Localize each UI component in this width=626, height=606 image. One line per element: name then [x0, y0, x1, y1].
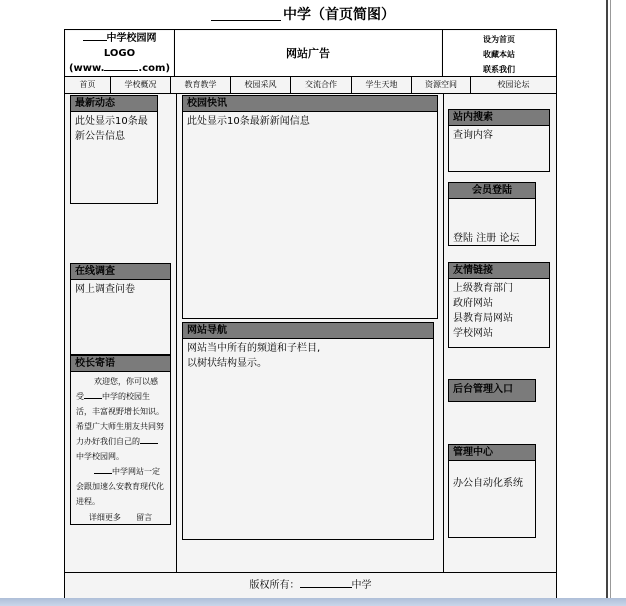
management-center-title: 管理中心 [449, 445, 535, 461]
member-login-box [448, 182, 536, 246]
window-border-right-inner [610, 0, 611, 598]
search-input[interactable]: 查询内容 [453, 130, 493, 141]
friend-link-item[interactable]: 上级教育部门 [453, 283, 513, 294]
member-login-links[interactable]: 登陆 注册 论坛 [453, 233, 520, 244]
survey-box [70, 263, 171, 355]
site-nav-body: 网站当中所有的频道和子栏目, 以树状结构显示。 [187, 343, 321, 369]
window-border-right [606, 0, 608, 598]
nav-divider [64, 93, 557, 94]
nav-item-students[interactable]: 学生天地 [352, 77, 412, 93]
logo-blank-1 [83, 31, 107, 41]
nav-item-resources[interactable]: 资源空间 [412, 77, 471, 93]
friend-links-box [448, 262, 550, 348]
site-search-box [448, 109, 550, 172]
set-homepage-link[interactable]: 设为首页 [483, 35, 515, 44]
nav-item-teaching[interactable]: 教育教学 [171, 77, 231, 93]
friend-link-item[interactable]: 学校网站 [453, 328, 493, 339]
logo-text: LOGO [103, 48, 136, 59]
title-blank [211, 8, 281, 21]
campus-news-body: 此处显示10条最新新闻信息 [187, 116, 310, 127]
nav-item-exchange[interactable]: 交流合作 [291, 77, 352, 93]
principal-message-title: 校长寄语 [71, 356, 170, 372]
principal-message-box [70, 355, 171, 525]
management-center-box [448, 444, 536, 538]
member-login-title: 会员登陆 [449, 183, 535, 199]
window-bottom-bar [0, 598, 626, 606]
col-divider-1 [176, 94, 177, 573]
nav-item-forum[interactable]: 校园论坛 [497, 80, 530, 89]
nav-item-overview[interactable]: 学校概况 [111, 77, 171, 93]
nav-item-campus[interactable]: 校园采风 [231, 77, 291, 93]
latest-news-body: 此处显示10条最新公告信息 [75, 116, 148, 142]
principal-message-footer [71, 512, 170, 523]
site-search-title: 站内搜索 [449, 110, 549, 126]
more-link[interactable]: 详细更多 [88, 513, 121, 522]
latest-news-title: 最新动态 [71, 96, 157, 112]
col-divider-2 [443, 94, 444, 573]
page-title: 中学（首页简图） [0, 4, 606, 26]
contact-link[interactable]: 联系我们 [483, 65, 515, 74]
nav-item-home[interactable]: 首页 [65, 77, 111, 93]
admin-entry-box[interactable] [448, 379, 536, 402]
friend-links-title: 友情链接 [449, 263, 549, 279]
friend-link-item[interactable]: 县教育局网站 [453, 313, 513, 324]
survey-title: 在线调查 [71, 264, 170, 280]
guestbook-link[interactable]: 留言 [136, 513, 153, 522]
bookmark-link[interactable]: 收藏本站 [483, 50, 515, 59]
friend-link-item[interactable]: 政府网站 [453, 298, 493, 309]
site-nav-box [182, 322, 434, 540]
survey-body[interactable]: 网上调查问卷 [75, 284, 135, 295]
footer-blank [300, 577, 352, 588]
site-nav-title: 网站导航 [183, 323, 433, 339]
logo-area[interactable]: 中学校园网 LOGO (www. .com) [66, 31, 173, 76]
footer: 版权所有： 中学 [65, 573, 556, 599]
friend-links-list [449, 279, 549, 343]
campus-news-title: 校园快讯 [183, 96, 437, 112]
principal-message-body: 欢迎您，你可以感受 中学的校园生活，丰富视野增长知识。希望广大师生朋友共同努力办好我们自己的中学校园网。 中学网站一定会跟加速么安教育现代化进程。 [76, 377, 164, 506]
latest-news-box [70, 95, 158, 204]
top-links [443, 31, 555, 76]
campus-news-box [182, 95, 438, 319]
ad-banner[interactable]: 网站广告 [175, 31, 441, 76]
main-nav [65, 77, 556, 93]
admin-entry-title: 后台管理入口 [449, 380, 535, 401]
office-automation-link[interactable]: 办公自动化系统 [453, 478, 523, 489]
logo-blank-2 [104, 61, 138, 71]
